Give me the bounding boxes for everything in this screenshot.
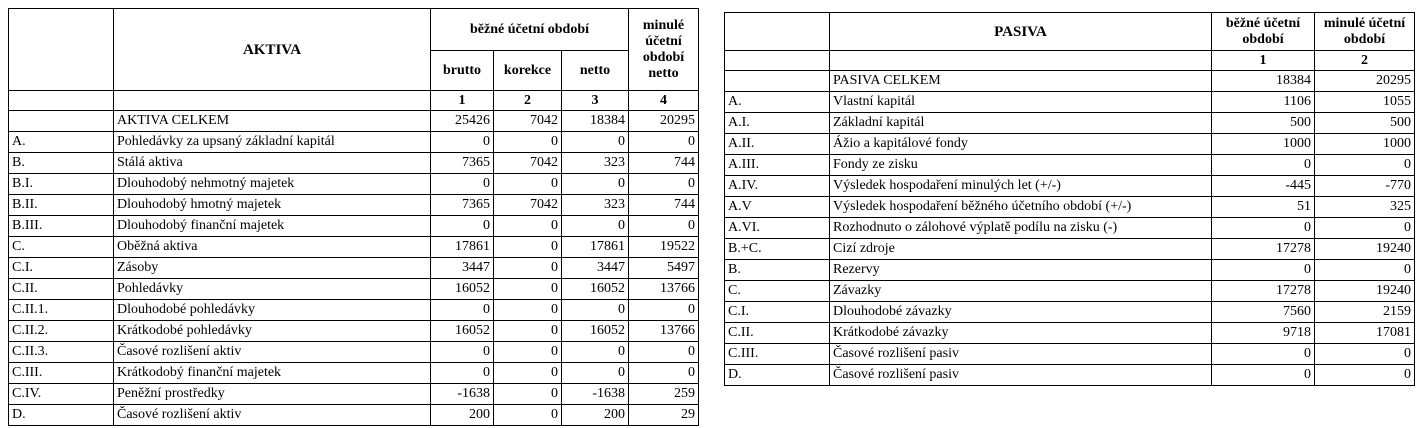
aktiva-row [9, 258, 699, 279]
pasiva-row-value: 0 [1212, 260, 1315, 281]
aktiva-row-value: 0 [494, 258, 562, 279]
aktiva-row-value: 0 [562, 216, 629, 237]
aktiva-row-code: B.III. [9, 216, 114, 237]
pasiva-row-value: 0 [1315, 218, 1415, 239]
aktiva-row [9, 342, 699, 363]
aktiva-row-value: 0 [629, 342, 699, 363]
aktiva-row-value: 7042 [494, 153, 562, 174]
aktiva-row-value: 18384 [562, 111, 629, 132]
aktiva-row-value: 0 [431, 363, 494, 384]
aktiva-row-value: 7042 [494, 195, 562, 216]
aktiva-num-blank [9, 91, 114, 111]
aktiva-row-code: C.IV. [9, 384, 114, 405]
pasiva-row-name: Krátkodobé závazky [830, 323, 1212, 344]
aktiva-col-num: 4 [629, 91, 699, 111]
aktiva-row-value: 0 [431, 342, 494, 363]
aktiva-row-name: Pohledávky za upsaný základní kapitál [114, 132, 431, 153]
pasiva-row-code: A.VI. [725, 218, 830, 239]
pasiva-row-code: A.IV. [725, 176, 830, 197]
pasiva-row [725, 365, 1415, 386]
pasiva-row-value: 0 [1315, 260, 1415, 281]
aktiva-period-current: běžné účetní období [431, 9, 629, 51]
aktiva-row-code: C.II.2. [9, 321, 114, 342]
aktiva-row-value: 0 [494, 405, 562, 426]
pasiva-row [725, 71, 1415, 92]
pasiva-row [725, 134, 1415, 155]
aktiva-row-code: B.II. [9, 195, 114, 216]
pasiva-row [725, 239, 1415, 260]
pasiva-row-value: -770 [1315, 176, 1415, 197]
aktiva-row-code: A. [9, 132, 114, 153]
aktiva-row-value: 0 [494, 279, 562, 300]
aktiva-row-name: Stálá aktiva [114, 153, 431, 174]
aktiva-row-name: Dlouhodobý hmotný majetek [114, 195, 431, 216]
pasiva-row-value: 1055 [1315, 92, 1415, 113]
aktiva-row-value: 0 [494, 363, 562, 384]
aktiva-row-value: 17861 [562, 237, 629, 258]
pasiva-row-code: B. [725, 260, 830, 281]
pasiva-row-name: Ážio a kapitálové fondy [830, 134, 1212, 155]
pasiva-row-code: A.II. [725, 134, 830, 155]
aktiva-col-num: 2 [494, 91, 562, 111]
pasiva-row [725, 281, 1415, 302]
pasiva-row-value: -445 [1212, 176, 1315, 197]
pasiva-row [725, 302, 1415, 323]
aktiva-num-blank [114, 91, 431, 111]
pasiva-row-value: 0 [1315, 365, 1415, 386]
aktiva-row-value: 0 [562, 363, 629, 384]
aktiva-row-value: 19522 [629, 237, 699, 258]
aktiva-row [9, 153, 699, 174]
pasiva-row-value: 0 [1315, 344, 1415, 365]
aktiva-row-value: 0 [562, 132, 629, 153]
aktiva-row-value: 0 [494, 237, 562, 258]
aktiva-row-value: 0 [494, 216, 562, 237]
pasiva-period-previous: minulé účetní období [1315, 13, 1415, 51]
pasiva-row-value: 0 [1315, 155, 1415, 176]
pasiva-period-current: běžné účetní období [1212, 13, 1315, 51]
pasiva-table [724, 12, 1415, 386]
aktiva-row-value: 0 [562, 300, 629, 321]
aktiva-row-value: 0 [629, 300, 699, 321]
aktiva-row-code: C.II.1. [9, 300, 114, 321]
pasiva-row-code: A.III. [725, 155, 830, 176]
pasiva-num-blank [725, 51, 830, 71]
pasiva-row-value: 0 [1212, 365, 1315, 386]
aktiva-row [9, 174, 699, 195]
aktiva-row [9, 132, 699, 153]
aktiva-row-value: 0 [629, 132, 699, 153]
aktiva-row-value: 16052 [431, 321, 494, 342]
pasiva-row-value: 500 [1315, 113, 1415, 134]
aktiva-row-value: 17861 [431, 237, 494, 258]
aktiva-row-value: 7042 [494, 111, 562, 132]
aktiva-row [9, 111, 699, 132]
aktiva-col-netto: netto [562, 51, 629, 91]
pasiva-row-code: C. [725, 281, 830, 302]
pasiva-row-value: 19240 [1315, 281, 1415, 302]
pasiva-row-name: PASIVA CELKEM [830, 71, 1212, 92]
pasiva-num-blank [830, 51, 1212, 71]
pasiva-row-value: 0 [1212, 218, 1315, 239]
aktiva-row-name: Časové rozlišení aktiv [114, 405, 431, 426]
aktiva-title: AKTIVA [114, 9, 431, 91]
aktiva-table [8, 8, 699, 426]
aktiva-header-code [9, 9, 114, 91]
aktiva-col-korekce: korekce [494, 51, 562, 91]
aktiva-row-value: 0 [629, 363, 699, 384]
aktiva-row-value: 259 [629, 384, 699, 405]
aktiva-row-value: 0 [431, 300, 494, 321]
aktiva-row-name: Dlouhodobý nehmotný majetek [114, 174, 431, 195]
pasiva-row-value: 51 [1212, 197, 1315, 218]
aktiva-row-value: 3447 [562, 258, 629, 279]
aktiva-row-code: C. [9, 237, 114, 258]
pasiva-row-value: 7560 [1212, 302, 1315, 323]
pasiva-row-name: Cizí zdroje [830, 239, 1212, 260]
pasiva-row [725, 197, 1415, 218]
pasiva-row-name: Časové rozlišení pasiv [830, 344, 1212, 365]
aktiva-row-value: 3447 [431, 258, 494, 279]
pasiva-row-name: Výsledek hospodaření minulých let (+/-) [830, 176, 1212, 197]
pasiva-row-value: 18384 [1212, 71, 1315, 92]
aktiva-row-value: 0 [629, 216, 699, 237]
pasiva-row [725, 323, 1415, 344]
pasiva-row-name: Dlouhodobé závazky [830, 302, 1212, 323]
pasiva-row-code: B.+C. [725, 239, 830, 260]
aktiva-row-code: C.II.3. [9, 342, 114, 363]
aktiva-row-value: 0 [494, 342, 562, 363]
aktiva-row-value: 7365 [431, 195, 494, 216]
aktiva-row-value: 16052 [431, 279, 494, 300]
pasiva-row-code: A.I. [725, 113, 830, 134]
aktiva-row-value: 0 [494, 300, 562, 321]
aktiva-row-name: Dlouhodobé pohledávky [114, 300, 431, 321]
aktiva-row-name: Oběžná aktiva [114, 237, 431, 258]
pasiva-row-value: 1106 [1212, 92, 1315, 113]
aktiva-row-value: 0 [431, 132, 494, 153]
pasiva-row-name: Fondy ze zisku [830, 155, 1212, 176]
aktiva-row-value: 29 [629, 405, 699, 426]
pasiva-row-name: Časové rozlišení pasiv [830, 365, 1212, 386]
aktiva-row-code: B. [9, 153, 114, 174]
aktiva-row-value: 0 [431, 174, 494, 195]
aktiva-row-value: 7365 [431, 153, 494, 174]
pasiva-row-code: A.V [725, 197, 830, 218]
aktiva-row-value: 0 [562, 174, 629, 195]
aktiva-row [9, 384, 699, 405]
pasiva-row-code: D. [725, 365, 830, 386]
pasiva-row-code [725, 71, 830, 92]
pasiva-row-value: 17278 [1212, 239, 1315, 260]
aktiva-row-name: Dlouhodobý finanční majetek [114, 216, 431, 237]
pasiva-row-value: 2159 [1315, 302, 1415, 323]
pasiva-row-name: Závazky [830, 281, 1212, 302]
aktiva-row [9, 195, 699, 216]
aktiva-row-value: 744 [629, 153, 699, 174]
pasiva-row-value: 0 [1212, 344, 1315, 365]
pasiva-row-name: Rozhodnuto o zálohové výplatě podílu na zisku (-) [830, 218, 1212, 239]
pasiva-row-value: 17278 [1212, 281, 1315, 302]
aktiva-col-brutto: brutto [431, 51, 494, 91]
pasiva-row [725, 260, 1415, 281]
aktiva-row-code: D. [9, 405, 114, 426]
aktiva-row [9, 237, 699, 258]
pasiva-row-value: 0 [1212, 155, 1315, 176]
pasiva-row [725, 155, 1415, 176]
aktiva-row [9, 405, 699, 426]
aktiva-row-value: 0 [562, 342, 629, 363]
aktiva-row-value: 16052 [562, 321, 629, 342]
aktiva-row-code: C.I. [9, 258, 114, 279]
aktiva-row-value: 13766 [629, 279, 699, 300]
pasiva-row-value: 17081 [1315, 323, 1415, 344]
aktiva-period-previous: minulé účetní období netto [629, 9, 699, 91]
pasiva-row [725, 92, 1415, 113]
pasiva-row [725, 113, 1415, 134]
aktiva-row [9, 321, 699, 342]
aktiva-row-value: 0 [629, 174, 699, 195]
aktiva-row-value: 323 [562, 153, 629, 174]
aktiva-row [9, 363, 699, 384]
pasiva-row-code: C.I. [725, 302, 830, 323]
aktiva-row-value: -1638 [431, 384, 494, 405]
aktiva-row-value: 200 [431, 405, 494, 426]
aktiva-row-value: 16052 [562, 279, 629, 300]
aktiva-row-value: 0 [494, 384, 562, 405]
aktiva-row-name: Krátkodobé pohledávky [114, 321, 431, 342]
aktiva-row-value: 25426 [431, 111, 494, 132]
aktiva-row-value: 0 [431, 216, 494, 237]
aktiva-row-name: Krátkodobý finanční majetek [114, 363, 431, 384]
aktiva-row [9, 279, 699, 300]
pasiva-row-code: C.II. [725, 323, 830, 344]
pasiva-row-name: Rezervy [830, 260, 1212, 281]
pasiva-title: PASIVA [830, 13, 1212, 51]
pasiva-row-value: 325 [1315, 197, 1415, 218]
aktiva-row-name: Časové rozlišení aktiv [114, 342, 431, 363]
pasiva-row-value: 9718 [1212, 323, 1315, 344]
aktiva-row-value: 200 [562, 405, 629, 426]
aktiva-row-value: 323 [562, 195, 629, 216]
aktiva-row-value: 5497 [629, 258, 699, 279]
pasiva-row-code: C.III. [725, 344, 830, 365]
pasiva-col-num: 2 [1315, 51, 1415, 71]
aktiva-row-value: 0 [494, 321, 562, 342]
pasiva-row-value: 20295 [1315, 71, 1415, 92]
aktiva-row-code: C.II. [9, 279, 114, 300]
aktiva-row-value: -1638 [562, 384, 629, 405]
pasiva-row-value: 500 [1212, 113, 1315, 134]
aktiva-row-value: 744 [629, 195, 699, 216]
aktiva-row-code: C.III. [9, 363, 114, 384]
aktiva-row-value: 0 [494, 174, 562, 195]
aktiva-row [9, 300, 699, 321]
pasiva-row-value: 1000 [1212, 134, 1315, 155]
pasiva-row-code: A. [725, 92, 830, 113]
pasiva-row-name: Vlastní kapitál [830, 92, 1212, 113]
pasiva-row-name: Základní kapitál [830, 113, 1212, 134]
pasiva-row [725, 218, 1415, 239]
aktiva-col-num: 3 [562, 91, 629, 111]
pasiva-row [725, 344, 1415, 365]
pasiva-row-value: 1000 [1315, 134, 1415, 155]
aktiva-row-value: 20295 [629, 111, 699, 132]
aktiva-row-name: Pohledávky [114, 279, 431, 300]
pasiva-col-num: 1 [1212, 51, 1315, 71]
aktiva-row-value: 0 [494, 132, 562, 153]
aktiva-row-value: 13766 [629, 321, 699, 342]
aktiva-col-num: 1 [431, 91, 494, 111]
aktiva-row [9, 216, 699, 237]
pasiva-header-code [725, 13, 830, 51]
aktiva-row-name: Zásoby [114, 258, 431, 279]
aktiva-row-name: AKTIVA CELKEM [114, 111, 431, 132]
aktiva-row-code [9, 111, 114, 132]
pasiva-row [725, 176, 1415, 197]
pasiva-row-value: 19240 [1315, 239, 1415, 260]
pasiva-row-name: Výsledek hospodaření běžného účetního období (+/-) [830, 197, 1212, 218]
aktiva-row-code: B.I. [9, 174, 114, 195]
aktiva-row-name: Peněžní prostředky [114, 384, 431, 405]
